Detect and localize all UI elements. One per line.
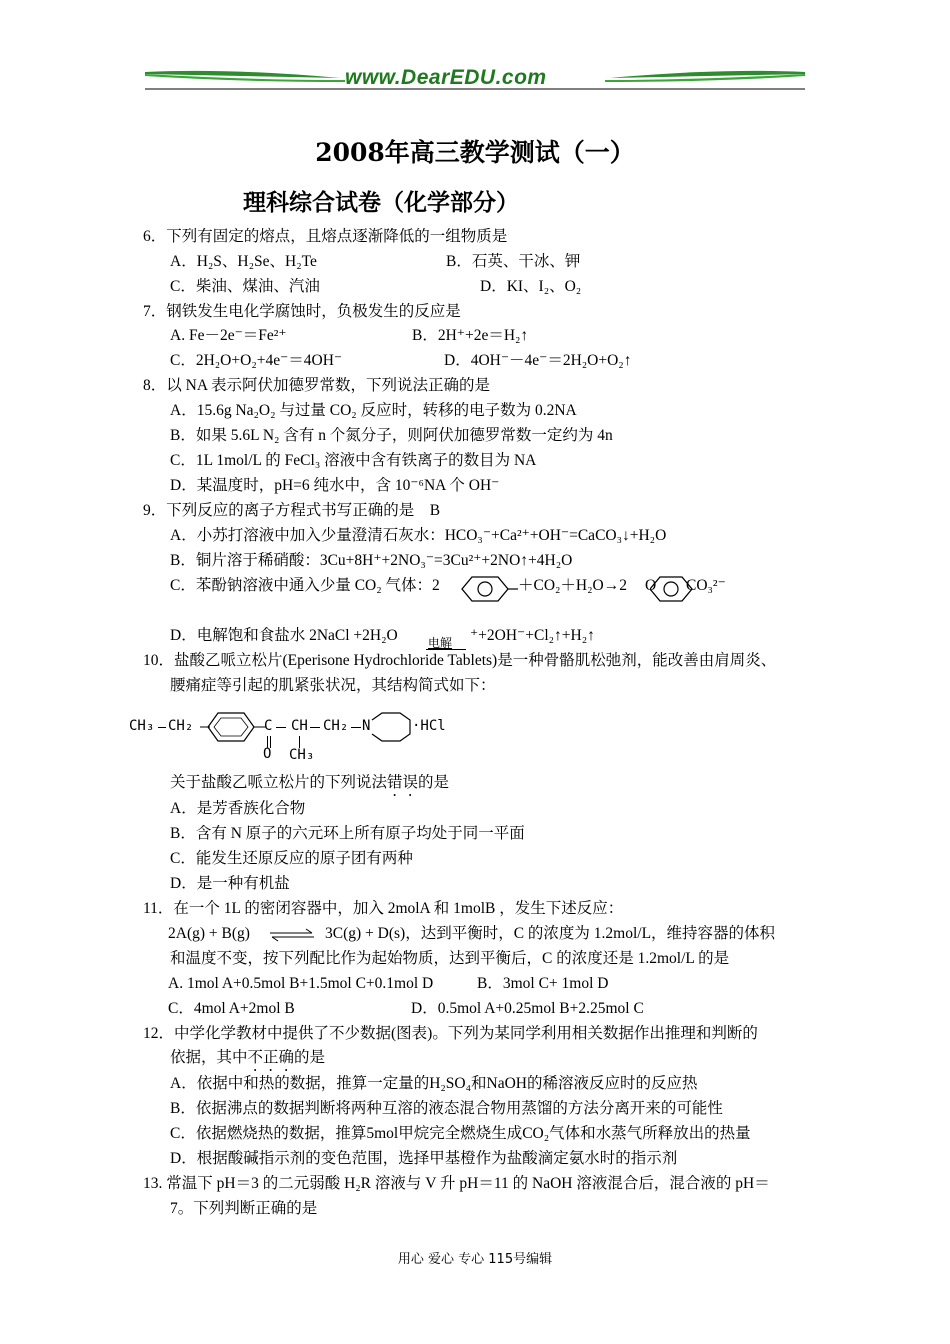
q6-option-b: B．石英、干冰、钾: [446, 253, 581, 270]
q9-stem: 9．下列反应的离子方程式书写正确的是 B: [143, 502, 441, 519]
struct-ch3-methyl: CH₃: [289, 747, 315, 763]
q12-stem-prefix: 依据，其中: [170, 1049, 248, 1066]
q11-option-c: C．4mol A+2mol B: [168, 1000, 295, 1017]
q12-stem-emphasis: 不正确: [247, 1049, 295, 1066]
bond-line: [276, 727, 286, 728]
q10-option-b: B．含有 N 原子的六元环上所有原子均处于同一平面: [170, 825, 525, 842]
q7-option-a: A. Fe－2e⁻＝Fe²⁺: [170, 327, 287, 344]
page-footer: 用心 爱心 专心 115号编辑: [397, 1252, 553, 1267]
q10-option-a: A．是芳香族化合物: [170, 800, 306, 817]
struct-hcl: ·HCl: [412, 718, 446, 734]
q8-option-c: C．1L 1mol/L 的 FeCl₃ 溶液中含有铁离子的数目为 NA: [170, 452, 537, 469]
q10-option-d: D．是一种有机盐: [170, 875, 290, 892]
struct-ch2-ethyl: CH₂: [168, 718, 194, 734]
q6-option-a: A．H₂S、H₂Se、H₂Te: [170, 253, 317, 270]
q8-option-d: D．某温度时，pH=6 纯水中，含 10⁻⁶NA 个 OH⁻: [170, 477, 500, 494]
q9-option-c-prefix: C．苯酚钠溶液中通入少量 CO₂ 气体：2: [170, 577, 440, 594]
q9-option-d-suffix: ⁺+2OH⁻+Cl₂↑+H₂↑: [470, 627, 595, 644]
q10-question-emphasis: 错误: [387, 774, 419, 791]
q11-stem-line3: 和温度不变，按下列配比作为起始物质，达到平衡后，C 的浓度还是 1.2mol/L 的是: [170, 950, 730, 967]
equilibrium-arrow-icon: [268, 928, 316, 942]
q12-option-a: A．依据中和热的数据，推算一定量的H₂SO₄和NaOH的稀溶液反应时的反应热: [170, 1075, 698, 1092]
q9-option-c-middle: ＋CO₂＋H₂O→2: [518, 577, 627, 594]
bond-line: [351, 727, 361, 728]
q10-question-prefix: 关于盐酸乙哌立松片的下列说法: [170, 774, 388, 791]
benzene-ring-icon: [200, 710, 273, 744]
q8-option-b: B．如果 5.6L N₂ 含有 n 个氮分子，则阿伏加德罗常数一定约为 4n: [170, 427, 613, 444]
q8-option-a: A．15.6g Na₂O₂ 与过量 CO₂ 反应时，转移的电子数为 0.2NA: [170, 402, 577, 419]
q9-option-d-prefix: D．电解饱和食盐水 2NaCl +2H₂O: [170, 627, 398, 644]
struct-ch2-methylene: CH₂: [323, 718, 349, 734]
piperidine-ring-icon: [370, 710, 414, 744]
q10-option-c: C．能发生还原反应的原子团有两种: [170, 850, 413, 867]
q11-option-a: A. 1mol A+0.5mol B+1.5mol C+0.1mol D: [168, 975, 434, 992]
q7-option-c: C．2H₂O+O₂+4e⁻＝4OH⁻: [170, 352, 343, 369]
q10-stem-line2: 腰痛症等引起的肌紧张状况，其结构简式如下：: [170, 677, 496, 694]
q12-stem-line2: [170, 1048, 325, 1075]
q10-question-suffix: 的是: [418, 774, 450, 791]
q6-option-d: D．KI、I₂、O₂: [480, 278, 582, 295]
q13-stem-line1: 13. 常温下 pH＝3 的二元弱酸 H₂R 溶液与 V 升 pH＝11 的 NaOH 溶液混合后，混合液的 pH＝: [143, 1175, 770, 1192]
electrolysis-arrow-label: 电解: [428, 636, 453, 650]
struct-ch3-ethyl: CH₃: [129, 718, 155, 734]
struct-nitrogen: N: [362, 718, 371, 734]
q13-stem-line2: 7。下列判断正确的是: [170, 1200, 318, 1217]
q12-stem-suffix: 的是: [294, 1049, 326, 1066]
q10-stem-line1: 10．盐酸乙哌立松片(Eperisone Hydrochloride Tablets)是一种骨骼肌松弛剂，能改善由肩周炎、: [143, 652, 777, 669]
q9-option-c-suffix: CO₃²⁻: [686, 577, 726, 594]
bond-line: [310, 727, 320, 728]
q11-equation-right: 3C(g) + D(s)，达到平衡时，C 的浓度为 1.2mol/L，维持容器的体积: [325, 925, 776, 942]
q10-question: [170, 773, 449, 800]
q8-stem: 8．以 NA 表示阿伏加德罗常数，下列说法正确的是: [143, 377, 491, 394]
q11-stem: 11．在一个 1L 的密闭容器中，加入 2molA 和 1molB ，发生下述反应：: [143, 900, 624, 917]
q7-option-d: D．4OH⁻－4e⁻＝2H₂O+O₂↑: [444, 352, 632, 369]
q9-option-b: B．铜片溶于稀硝酸：3Cu+8H⁺+2NO₃⁻=3Cu²⁺+2NO↑+4H₂O: [170, 552, 573, 569]
struct-oxygen: O: [263, 746, 272, 762]
site-logo: www.DearEDU.com: [345, 66, 547, 89]
electrolysis-arrow-line: [426, 649, 466, 650]
bond-line: [158, 727, 166, 728]
q12-option-d: D．根据酸碱指示剂的变色范围，选择甲基橙作为盐酸滴定氨水时的指示剂: [170, 1150, 678, 1167]
q12-stem-line1: 12．中学化学教材中提供了不少数据(图表)。下列为某同学利用相关数据作出推理和判断的: [143, 1025, 758, 1042]
q9-option-c-oxygen: O: [645, 577, 657, 594]
page-title: 2008年高三教学测试（一）: [315, 138, 635, 167]
q11-option-b: B．3mol C+ 1mol D: [477, 975, 609, 992]
q7-option-b: B．2H⁺+2e＝H₂↑: [412, 327, 529, 344]
benzene-ring-icon: [460, 575, 520, 603]
q6-option-c: C．柴油、煤油、汽油: [170, 278, 320, 295]
page-subtitle: 理科综合试卷（化学部分）: [243, 189, 519, 216]
q11-option-d: D．0.5mol A+0.25mol B+2.25mol C: [411, 1000, 644, 1017]
struct-ch: CH: [291, 718, 308, 734]
q7-stem: 7．钢铁发生电化学腐蚀时，负极发生的反应是: [143, 303, 461, 320]
struct-carbonyl-c: C: [264, 718, 273, 734]
eperisone-structure: [126, 708, 466, 766]
q9-option-a: A．小苏打溶液中加入少量澄清石灰水：HCO₃⁻+Ca²⁺+OH⁻=CaCO₃↓+H₂O: [170, 527, 667, 544]
q11-equation-left: 2A(g) + B(g): [168, 925, 250, 942]
q6-stem: 6．下列有固定的熔点，且熔点逐渐降低的一组物质是: [143, 228, 508, 245]
q12-option-c: C．依据燃烧热的数据，推算5mol甲烷完全燃烧生成CO₂气体和水蒸气所释放出的热量: [170, 1125, 751, 1142]
q12-option-b: B．依据沸点的数据判断将两种互溶的液态混合物用蒸馏的方法分离开来的可能性: [170, 1100, 723, 1117]
